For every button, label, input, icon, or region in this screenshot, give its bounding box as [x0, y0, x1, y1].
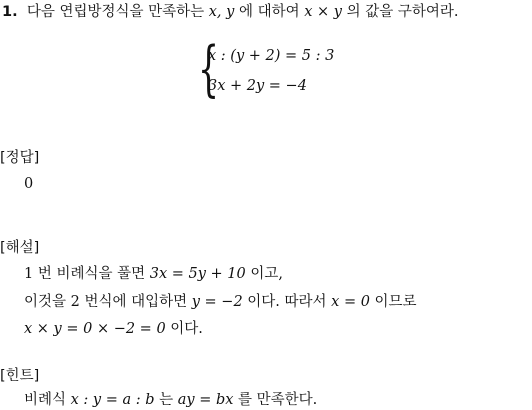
- solution-l1-math: 3x = 5y + 10: [149, 266, 246, 282]
- question-product: x × y: [304, 4, 342, 20]
- hint-header: [힌트]: [0, 368, 40, 384]
- solution-l2-math-1: y = −2: [191, 294, 243, 310]
- question-line: [2, 2, 458, 22]
- solution-line-3: [24, 319, 203, 339]
- question-var-x: x,: [208, 4, 222, 20]
- solution-l2-math-2: x = 0: [331, 294, 370, 310]
- solution-l3-math: x × y = 0 × −2 = 0: [24, 321, 166, 337]
- answer-header: [정답]: [0, 150, 40, 166]
- solution-header: [해설]: [0, 240, 40, 256]
- hint-text-c: 를 만족한다.: [238, 392, 318, 408]
- solution-line-2: [24, 292, 417, 312]
- equation-1: x : (y + 2) = 5 : 3: [208, 48, 335, 64]
- solution-l1-text-b: 이고,: [250, 266, 283, 282]
- question-text-after: 의 값을 구하여라.: [346, 4, 459, 20]
- equation-2: 3x + 2y = −4: [208, 78, 307, 94]
- question-number: 1.: [2, 4, 18, 20]
- hint-math-1: x : y = a : b: [70, 392, 155, 408]
- question-text-mid: 에 대하여: [238, 4, 300, 20]
- left-brace: {: [198, 34, 220, 104]
- solution-line-1: [24, 264, 283, 284]
- solution-l2-text-a: 이것을 2 번식에 대입하면: [24, 294, 188, 310]
- solution-l2-text-b: 이다. 따라서: [247, 294, 327, 310]
- hint-text-a: 비례식: [24, 392, 67, 408]
- solution-l3-text-b: 이다.: [170, 321, 203, 337]
- hint-line: [24, 390, 317, 410]
- solution-l2-text-c: 이므로: [374, 294, 417, 310]
- solution-l1-text-a: 1 번 비례식을 풀면: [24, 266, 146, 282]
- answer-value: 0: [24, 176, 34, 192]
- question-text-before: 다음 연립방정식을 만족하는: [26, 4, 205, 20]
- hint-text-b: 는: [159, 392, 174, 408]
- question-var-y: y: [226, 4, 235, 20]
- hint-math-2: ay = bx: [177, 392, 234, 408]
